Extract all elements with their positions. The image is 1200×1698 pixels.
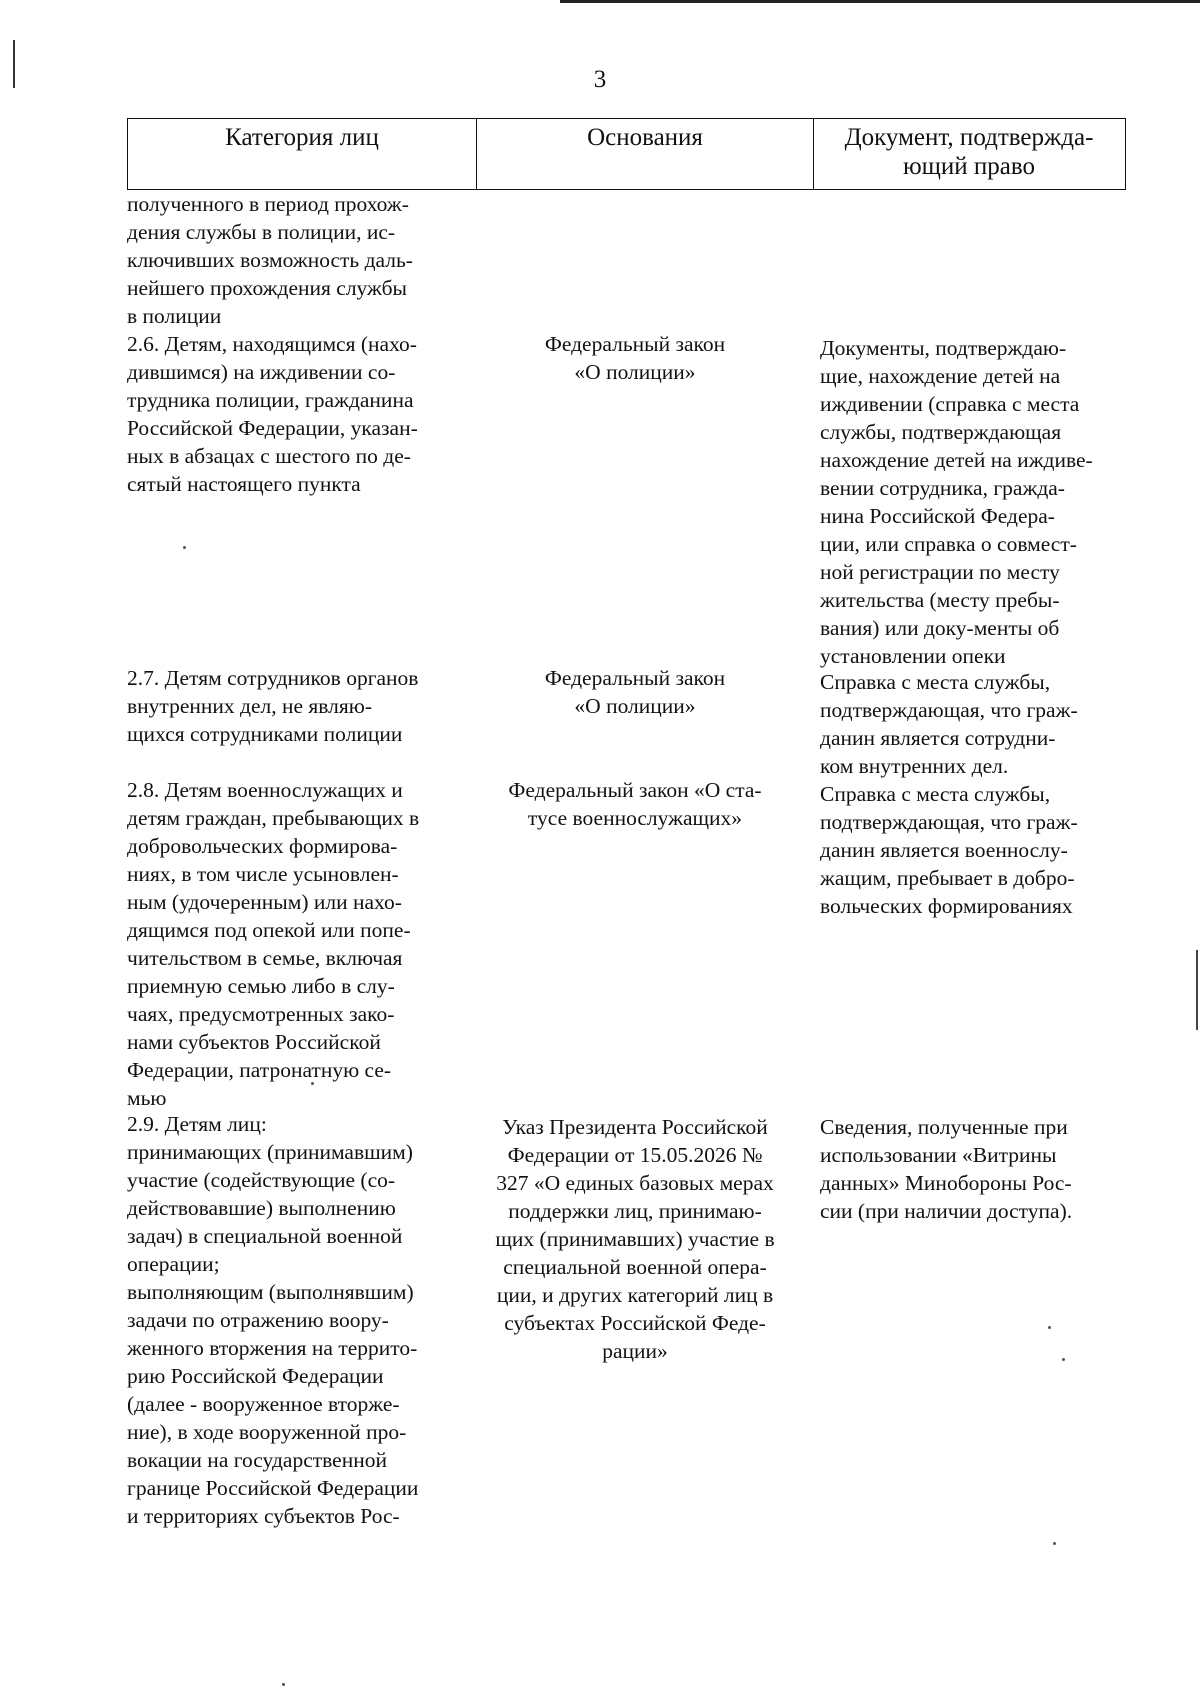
row-4-category: 2.9. Детям лиц: принимающих (принимавшим) участие (содействующие (со- действовавшие) выполнению задач) в специальной военной операции; выполняющим (выполнявшим) задачи по отражению воору- женного вторжения на террито- рию Российской Федерации (далее - вооруженное вторже- ние), в ходе вооруженной про- вокации на государственной границе Российской Федерации и территориях субъектов Рос- (127, 1112, 419, 1528)
row-2-category: 2.7. Детям сотрудников органов внутренних дел, не являю- щихся сотрудниками полиции (127, 666, 419, 746)
scan-speck (282, 1683, 285, 1686)
scan-edge-right (1196, 950, 1198, 1030)
row-1-category: 2.6. Детям, находящимся (нахо- дившимся) на иждивении со- трудника полиции, гражданина Российской Федерации, указан- ных в абзацах с шестого по де- сятый настоящего пункта (127, 332, 418, 496)
table-header (127, 118, 1126, 190)
row-2-document: Справка с места службы, подтверждающая, что граж- данин является сотрудни- ком внутренних дел. (820, 670, 1078, 778)
header-category: Категория лиц (128, 119, 477, 189)
scan-speck (1053, 1542, 1056, 1545)
row-4-basis: Указ Президента Российской Федерации от 15.05.2026 № 327 «О единых базовых мерах поддержки лиц, принимаю- щих (принимавших) участие в специальной военной опера- ции, и других категорий лиц в субъектах Российской Феде- рации» (495, 1115, 775, 1363)
scan-edge-left (13, 40, 15, 88)
scan-speck (183, 546, 186, 549)
row-3-basis: Федеральный закон «О ста- тусе военнослужащих» (508, 778, 762, 830)
scan-speck (311, 1082, 314, 1085)
row-1-basis: Федеральный закон «О полиции» (544, 332, 726, 384)
header-basis: Основания (477, 119, 814, 189)
scan-edge-top (560, 0, 1200, 3)
header-document-label: Документ, подтвержда- ющий право (844, 124, 1094, 180)
header-document (814, 119, 1124, 189)
row-3-category: 2.8. Детям военнослужащих и детям граждан, пребывающих в добровольческих формирова- ниях, в том числе усыновлен- ным (удочеренным) или нахо- дящимся под опекой или попе- чительством в семье, включая приемную семью либо в слу- чаях, предусмотренных зако- нами субъектов Российской Федерации, патронатную се- мью (127, 778, 420, 1110)
page-number: 3 (593, 66, 607, 93)
row-1-document: Документы, подтверждаю- щие, нахождение детей на иждивении (справка с места службы, подтверждающая нахождение детей на иждиве- вении сотрудника, гражда- нина Российской Федера- ции, или справка о совмест- ной регистрации по месту жительства (месту пребы- вания) или доку-менты об установлении опеки (820, 336, 1093, 668)
row-2-basis: Федеральный закон «О полиции» (544, 666, 726, 718)
row-3-document: Справка с места службы, подтверждающая, что граж- данин является военнослу- жащим, пребывает в добро- вольческих формированиях (820, 782, 1078, 918)
scan-speck (1048, 1326, 1051, 1329)
row-0-category: полученного в период прохож- дения службы в полиции, ис- ключивших возможность даль- нейшего прохождения службы в полиции (127, 192, 413, 328)
row-4-document: Сведения, полученные при использовании «Витрины данных» Минобороны Рос- сии (при наличии доступа). (820, 1115, 1073, 1223)
scan-speck (1062, 1358, 1065, 1361)
